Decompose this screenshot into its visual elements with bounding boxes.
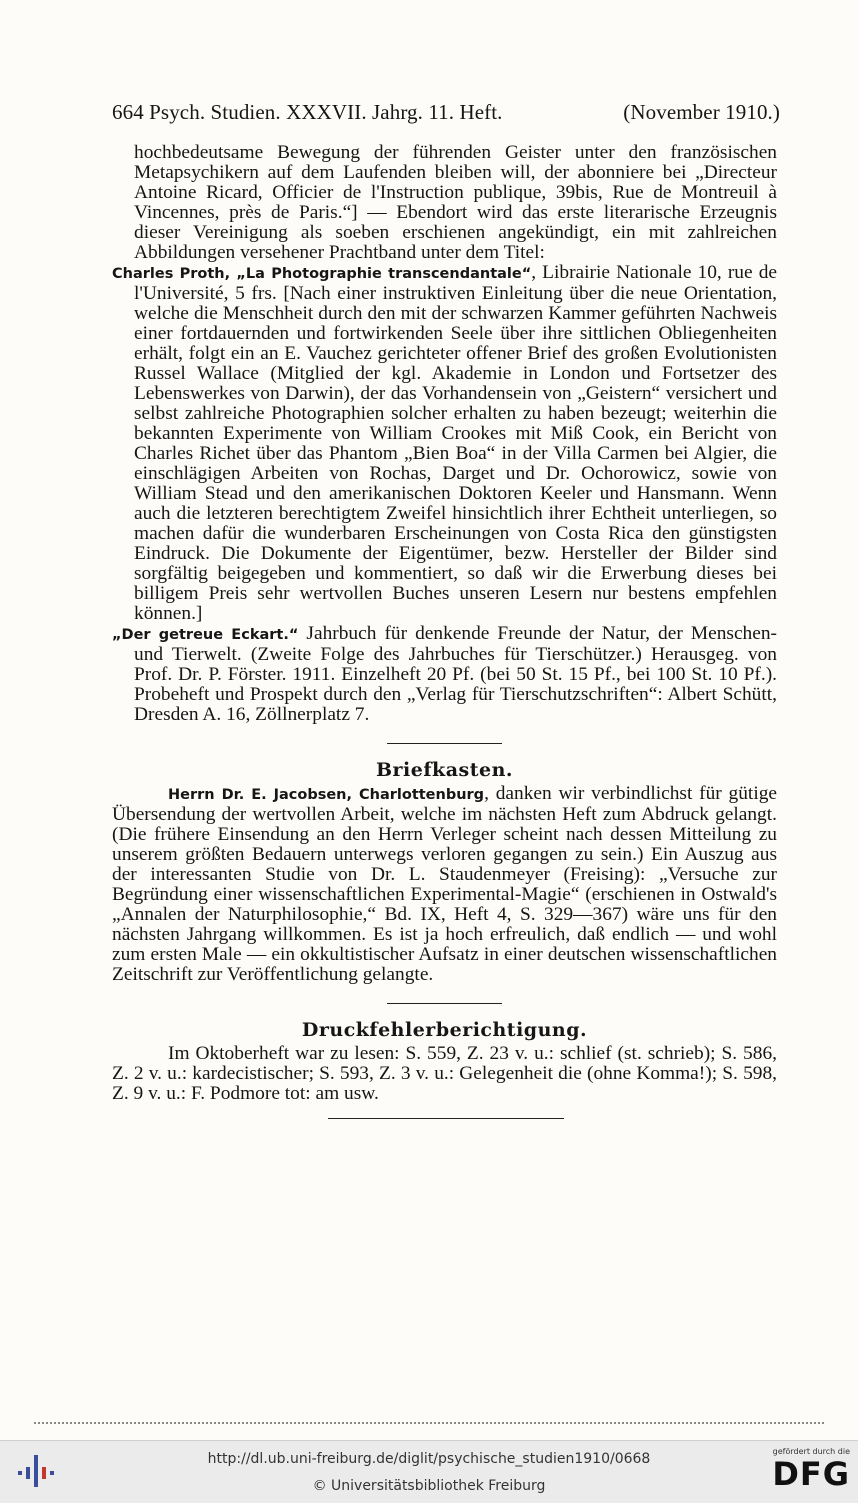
dfg-wordmark: DFG	[772, 1455, 850, 1493]
dfg-logo	[758, 1447, 850, 1497]
section-divider	[387, 1003, 502, 1004]
briefkasten-text: , danken wir verbindlichst für gütige Übersendung der wertvollen Arbeit, welche im nächsten Heft zum Abdruck gelangt. (Die frühere Einsendung an den Herrn Verleger scheint nach dessen Mitteilung zu unserem größten Bedauern unterwegs verloren gegangen zu sein.) Ein Auszug aus der interessanten Studie von Dr. L. Staudenmeyer (Freising): „Versuche zur Begründung einer wissenschaftlichen Experimental-Magie“ (erschienen in Ostwald's „Annalen der Naturphilosophie,“ Bd. IX, Heft 4, S. 329—367) wäre uns für den nächsten Jahrgang willkommen. Es ist ja hoch erfreulich, daß endlich — und wohl zum ersten Male — ein okkultistischer Aufsatz in einer deutschen wissenschaftlichen Zeitschrift zur Veröffentlichung gelangte.	[112, 783, 778, 985]
scan-edge-artifact	[34, 1422, 824, 1427]
page-header	[112, 100, 780, 125]
entry-title-proth: Charles Proth, „La Photographie transcendantale“	[112, 266, 532, 282]
viewer-footer	[0, 1440, 858, 1503]
dfg-caption: gefördert durch die	[772, 1447, 850, 1456]
copyright-notice: © Universitätsbibliothek Freiburg	[312, 1478, 546, 1494]
paragraph-continuation: hochbedeutsame Bewegung der führenden Geister unter den französischen Metapsychikern auf dem Laufenden bleiben will, der abonniere bei „Directeur Antoine Ricard, Officier de l'Instruction publique, 39bis, Rue de Montreuil à Vincennes, près de Paris.“] — Ebendort wird das erste literarische Erzeugnis dieser Vereinigung als soeben erschienen angekündigt, ein mit zahlreichen Abbildungen versehener Prachtband unter dem Titel:	[134, 142, 777, 263]
page-body	[112, 143, 777, 1119]
addressee: Herrn Dr. E. Jacobsen, Charlottenburg	[168, 787, 485, 803]
end-rule	[328, 1118, 564, 1119]
paragraph-eckart	[112, 624, 777, 725]
entry-title-eckart: „Der getreue Eckart.“	[112, 627, 299, 643]
section-title-druckfehler: Druckfehlerberichtigung.	[301, 1019, 588, 1041]
paragraph-briefkasten	[112, 784, 777, 985]
paragraph-proth	[112, 263, 777, 624]
paragraph-druckfehler: Im Oktoberheft war zu lesen: S. 559, Z. 23 v. u.: schlief (st. schrieb); S. 586, Z. 2 v. u.: kardecistischer; S. 593, Z. 3 v. u.: Gelegenheit die (ohne Komma!); S. 598, Z. 9 v. u.: F. Podmore tot: am usw.	[112, 1043, 777, 1104]
entry-text-proth: , Librairie Nationale 10, rue de l'Université, 5 frs. [Nach einer instruktiven Einleitung über die neue Orientation, welche die Menschheit durch den mit der schwarzen Kammer geführten Nachweis einer fortdauernden und fortwirkenden Seele über ihre sittlichen Obliegenheiten erhält, folgt ein an E. Vauchez gerichteter offener Brief des großen Evolutionisten Russel Wallace (Mitglied der kgl. Akademie in London und Fortsetzer des Lebenswerkes von Darwin), der das Vorhandensein von „Geistern“ versichert und selbst zahlreiche Photographien solcher erhalten zu haben bezeugt; weiterhin die bekannten Experimente von William Crookes mit Miß Cook, ein Bericht von Charles Richet über das Phantom „Bien Boa“ in der Villa Carmen bei Algier, die einschlägigen Arbeiten von Rochas, Darget und Dr. Ochorowicz, sowie von William Stead und den amerikanischen Doktoren Keeler und Hansmann. Wenn auch die letzteren berechtigtem Zweifel hinsichtlich ihrer Echtheit unterliegen, so machen dafür die wunderbaren Erscheinungen von Costa Rica den günstigsten Eindruck. Die Dokumente der Eigentümer, bezw. Hersteller der Bilder sind sorgfältig beigegeben und kommentiert, so daß wir die Erwerbung dieses bei billigem Preis sehr wertvollen Buches unseren Lesern nur bestens empfehlen können.]	[134, 262, 777, 624]
entry-text-eckart: Jahrbuch für denkende Freunde der Natur, der Menschen- und Tierwelt. (Zweite Folge des Jahrbuches für Tierschützer.) Herausgeg. von Prof. Dr. P. Förster. 1911. Einzelheft 20 Pf. (bei 50 St. 15 Pf., bei 100 St. 10 Pf.). Probeheft und Prospekt durch den „Verlag für Tierschutzschriften“: Albert Schütt, Dresden A. 16, Zöllnerplatz 7.	[134, 623, 778, 725]
source-url[interactable]: http://dl.ub.uni-freiburg.de/diglit/psychische_studien1910/0668	[207, 1451, 651, 1467]
section-title-briefkasten: Briefkasten.	[375, 759, 513, 781]
header-right: (November 1910.)	[623, 100, 780, 124]
header-left: 664 Psych. Studien. XXXVII. Jahrg. 11. Heft.	[112, 100, 503, 124]
section-divider	[387, 743, 502, 744]
